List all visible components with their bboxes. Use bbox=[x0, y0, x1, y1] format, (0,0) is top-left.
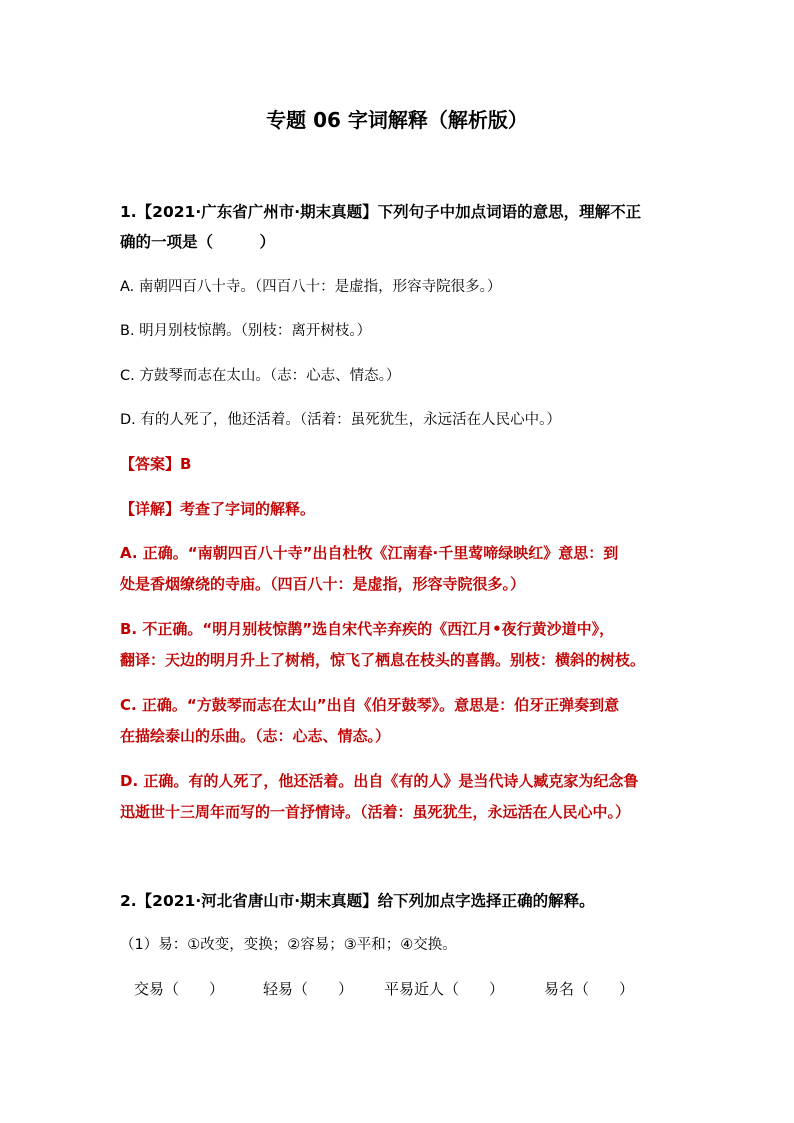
analysis-d-line-1: D. 正确。有的人死了，他还活着。出自《有的人》是当代诗人臧克家为纪念鲁 bbox=[120, 772, 639, 790]
question-1-option-a: A. 南朝四百八十寺。（四百八十：是虚指，形容寺院很多。） bbox=[120, 279, 502, 295]
analysis-a-line-1: A. 正确。“南朝四百八十寺”出自杜牧《江南春·千里莺啼绿映红》意思：到 bbox=[120, 544, 619, 562]
analysis-a-line-2: 处是香烟缭绕的寺庙。（四百八十：是虚指，形容寺院很多。） bbox=[120, 575, 526, 593]
question-2-sub-1: （1）易：①改变，变换；②容易；③平和；④交换。 bbox=[120, 937, 457, 953]
question-1-detail: 【详解】考查了字词的解释。 bbox=[120, 500, 316, 518]
question-1-option-d: D. 有的人死了，他还活着。（活着：虽死犹生，永远活在人民心中。） bbox=[120, 412, 561, 428]
question-1-stem-line-2: 确的一项是（ ） bbox=[120, 233, 276, 251]
question-1-option-b: B. 明月别枝惊鹊。（别枝：离开树枝。） bbox=[120, 323, 372, 339]
question-1-option-c: C. 方鼓琴而志在太山。（志：心志、情态。） bbox=[120, 368, 401, 384]
analysis-c-line-2: 在描绘泰山的乐曲。（志：心志、情态。） bbox=[120, 727, 391, 745]
question-1-stem-line-1: 1.【2021·广东省广州市·期末真题】下列句子中加点词语的意思，理解不正 bbox=[120, 203, 642, 221]
question-1-answer: 【答案】B bbox=[120, 455, 192, 473]
blank-pingyijinren: 平易近人（ ） bbox=[384, 980, 505, 998]
page-title: 专题 06 字词解释（解析版） bbox=[266, 108, 528, 132]
analysis-b-line-1: B. 不正确。“明月别枝惊鹊”选自宋代辛弃疾的《西江月•夜行黄沙道中》， bbox=[120, 620, 615, 638]
analysis-b-line-2: 翻译：天边的明月升上了树梢，惊飞了栖息在枝头的喜鹊。别枝：横斜的树枝。 bbox=[120, 651, 646, 669]
blank-jiaoyi: 交易（ ） bbox=[134, 980, 225, 998]
blank-qingyi: 轻易（ ） bbox=[263, 980, 354, 998]
question-2-stem: 2.【2021·河北省唐山市·期末真题】给下列加点字选择正确的解释。 bbox=[120, 892, 595, 910]
analysis-c-line-1: C. 正确。“方鼓琴而志在太山”出自《伯牙鼓琴》。意思是：伯牙正弹奏到意 bbox=[120, 696, 620, 714]
analysis-d-line-2: 迅逝世十三周年而写的一首抒情诗。（活着：虽死犹生，永远活在人民心中。） bbox=[120, 803, 631, 821]
blank-yiming: 易名（ ） bbox=[544, 980, 635, 998]
